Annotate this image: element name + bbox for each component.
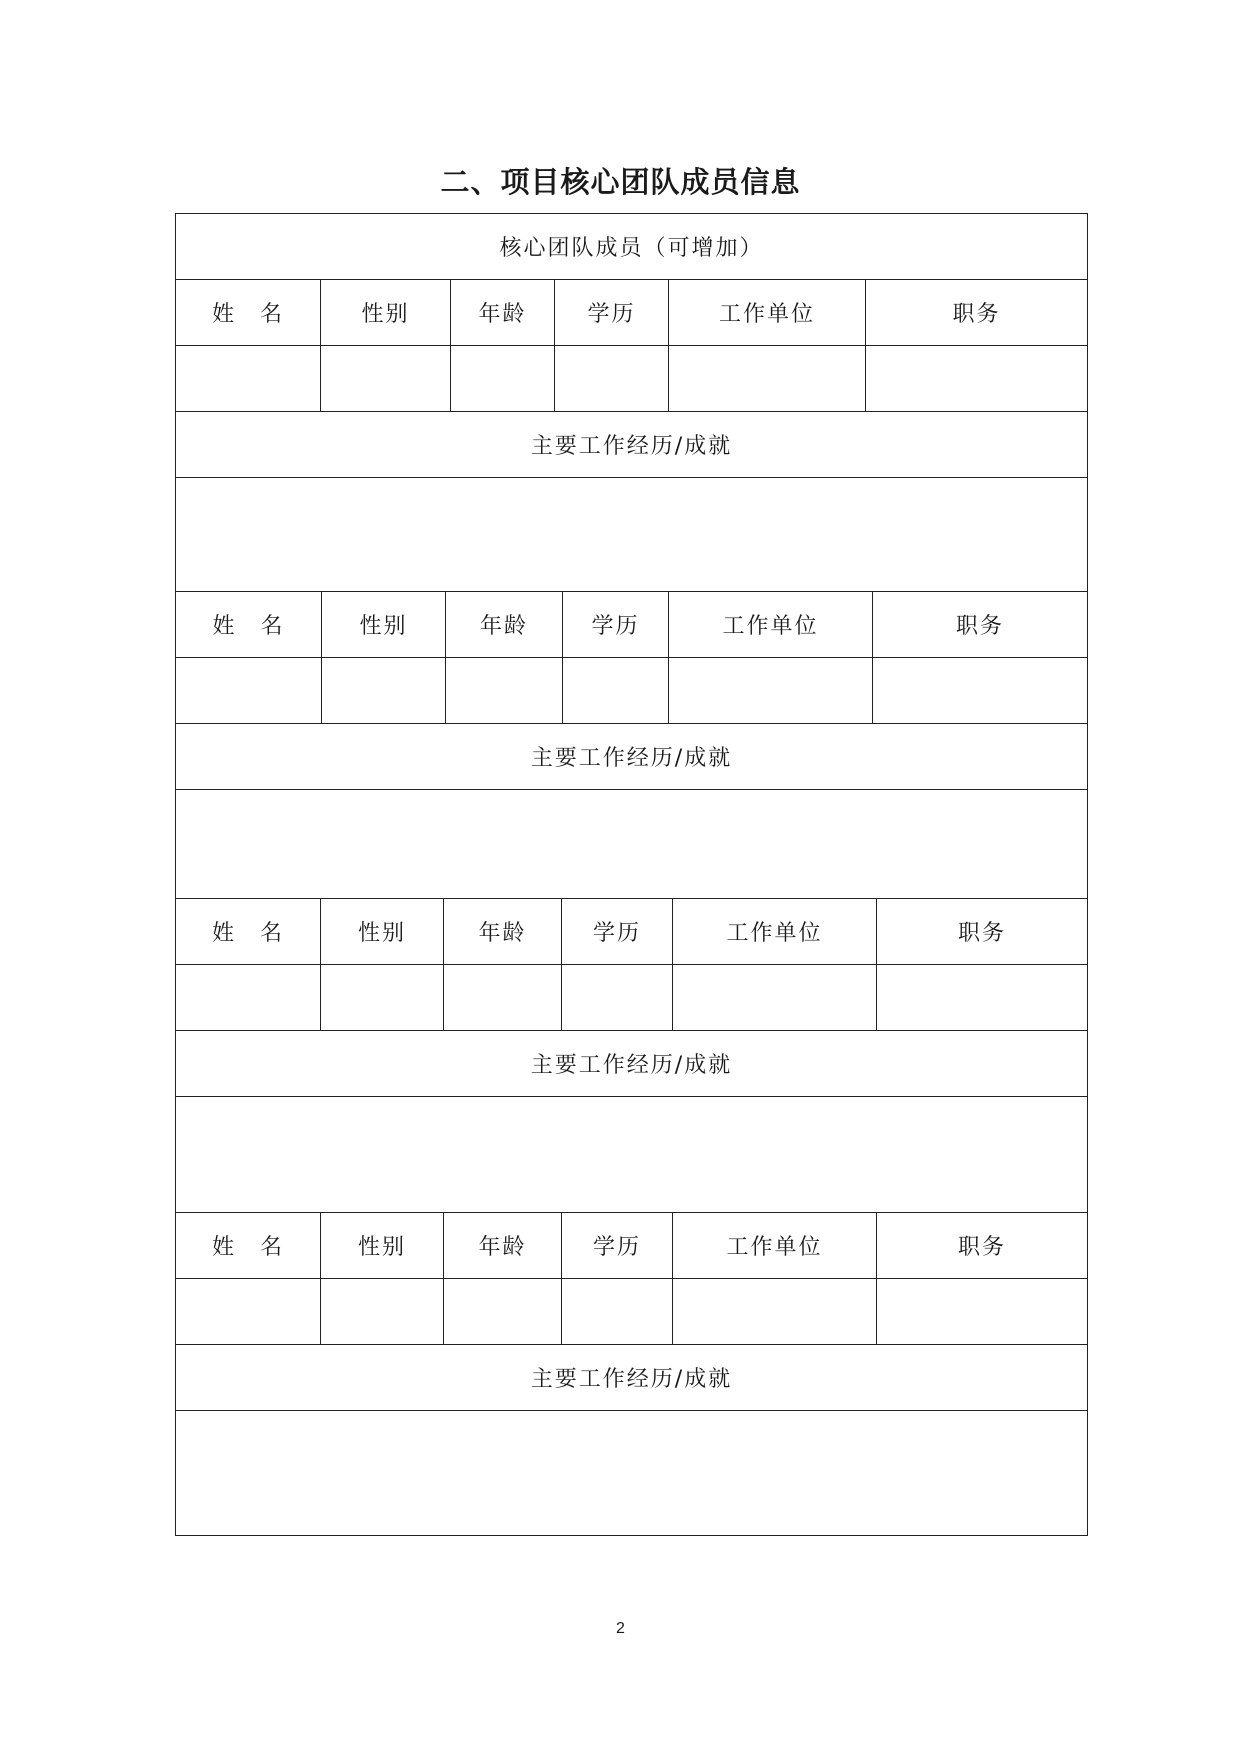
member-3-gender-field[interactable] <box>321 965 444 1030</box>
member-2-experience-row <box>176 790 1087 899</box>
column-age: 年龄 <box>444 1213 562 1278</box>
column-education: 学历 <box>562 899 673 964</box>
member-4-experience-field[interactable] <box>176 1411 1087 1535</box>
member-3-data-row <box>176 965 1087 1031</box>
column-education: 学历 <box>563 592 669 657</box>
table-header-row <box>176 214 1087 280</box>
column-gender: 性别 <box>321 280 451 345</box>
member-2-education-field[interactable] <box>563 658 669 723</box>
member-2-data-row <box>176 658 1087 724</box>
member-1-position-field[interactable] <box>866 346 1087 411</box>
column-gender: 性别 <box>321 899 444 964</box>
member-4-name-field[interactable] <box>176 1279 321 1344</box>
column-name: 姓 名 <box>176 280 321 345</box>
member-3-age-field[interactable] <box>444 965 562 1030</box>
member-4-data-row <box>176 1279 1087 1345</box>
member-1-name-field[interactable] <box>176 346 321 411</box>
column-gender: 性别 <box>321 1213 444 1278</box>
experience-label: 主要工作经历/成就 <box>530 746 733 771</box>
experience-label: 主要工作经历/成就 <box>530 434 733 459</box>
member-4-age-field[interactable] <box>444 1279 562 1344</box>
member-1-gender-field[interactable] <box>321 346 451 411</box>
member-1-data-row <box>176 346 1087 412</box>
member-2-employer-field[interactable] <box>669 658 873 723</box>
member-1-employer-field[interactable] <box>669 346 866 411</box>
column-position: 职务 <box>955 614 1004 639</box>
column-age: 年龄 <box>446 592 563 657</box>
member-1-experience-label-row <box>176 412 1087 478</box>
column-position: 职务 <box>952 302 1001 327</box>
member-3-experience-field[interactable] <box>176 1097 1087 1212</box>
member-2-gender-field[interactable] <box>322 658 446 723</box>
experience-label: 主要工作经历/成就 <box>530 1367 733 1392</box>
member-3-experience-label-row <box>176 1031 1087 1097</box>
member-1-experience-row <box>176 478 1087 592</box>
column-header-row <box>176 592 1087 658</box>
column-age: 年龄 <box>444 899 562 964</box>
column-education: 学历 <box>562 1213 673 1278</box>
member-2-position-field[interactable] <box>873 658 1087 723</box>
page-title: 二、项目核心团队成员信息 <box>440 165 801 199</box>
page-number: 2 <box>616 1620 625 1637</box>
member-2-age-field[interactable] <box>446 658 563 723</box>
member-4-gender-field[interactable] <box>321 1279 444 1344</box>
column-gender: 性别 <box>322 592 446 657</box>
table-header: 核心团队成员（可增加） <box>499 236 764 261</box>
member-3-experience-row <box>176 1097 1087 1213</box>
member-2-name-field[interactable] <box>176 658 322 723</box>
member-4-education-field[interactable] <box>562 1279 673 1344</box>
member-3-position-field[interactable] <box>877 965 1087 1030</box>
member-1-education-field[interactable] <box>555 346 669 411</box>
member-1-age-field[interactable] <box>451 346 555 411</box>
experience-label: 主要工作经历/成就 <box>530 1053 733 1078</box>
member-4-employer-field[interactable] <box>673 1279 877 1344</box>
team-members-table <box>175 213 1088 1536</box>
column-position: 职务 <box>957 921 1006 946</box>
column-employer: 工作单位 <box>673 1213 877 1278</box>
member-4-position-field[interactable] <box>877 1279 1087 1344</box>
member-4-experience-row <box>176 1411 1087 1535</box>
column-name: 姓 名 <box>176 1213 321 1278</box>
column-age: 年龄 <box>451 280 555 345</box>
column-employer: 工作单位 <box>669 280 866 345</box>
column-employer: 工作单位 <box>673 899 877 964</box>
member-2-experience-field[interactable] <box>176 790 1087 898</box>
member-2-experience-label-row <box>176 724 1087 790</box>
member-3-education-field[interactable] <box>562 965 673 1030</box>
column-name: 姓 名 <box>176 899 321 964</box>
column-header-row <box>176 280 1087 346</box>
member-1-experience-field[interactable] <box>176 478 1087 591</box>
member-4-experience-label-row <box>176 1345 1087 1411</box>
column-employer: 工作单位 <box>669 592 873 657</box>
column-header-row <box>176 1213 1087 1279</box>
column-education: 学历 <box>555 280 669 345</box>
member-3-employer-field[interactable] <box>673 965 877 1030</box>
column-name: 姓 名 <box>176 592 322 657</box>
column-header-row <box>176 899 1087 965</box>
member-3-name-field[interactable] <box>176 965 321 1030</box>
column-position: 职务 <box>957 1235 1006 1260</box>
